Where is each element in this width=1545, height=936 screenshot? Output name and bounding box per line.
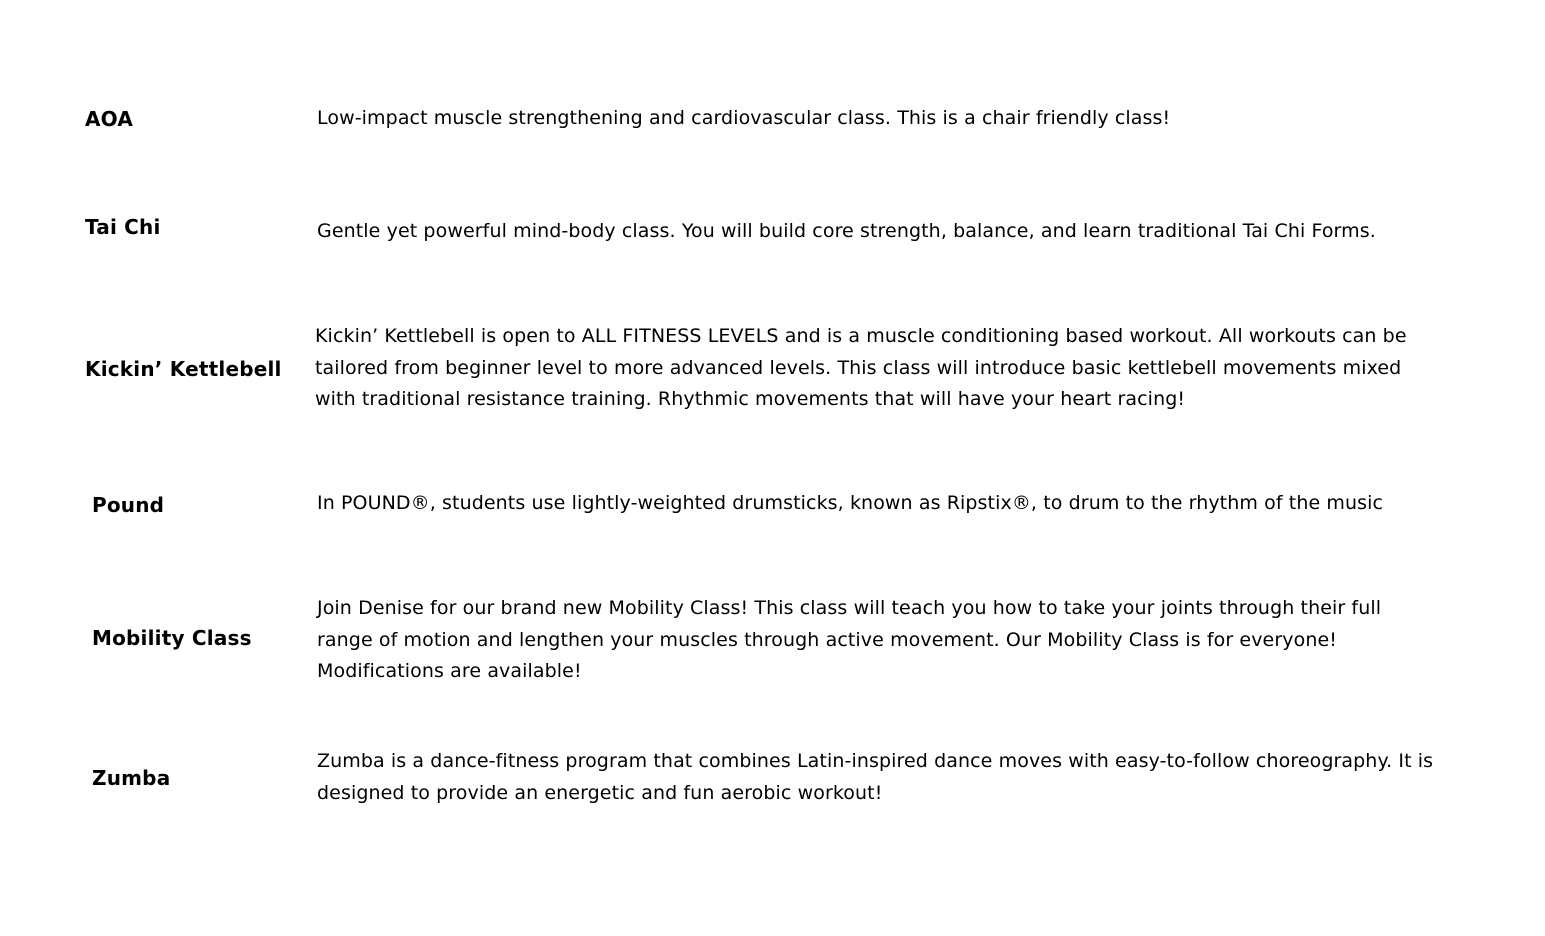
class-name: Kickin’ Kettlebell [85,357,282,381]
class-description: Low-impact muscle strengthening and cardiovascular class. This is a chair friendly class! [317,107,1171,129]
class-description: Zumba is a dance-fitness program that combines Latin-inspired dance moves with easy-to-follow choreography. It is designed to provide an energetic and fun aerobic workout! [317,750,1434,804]
class-description: In POUND®, students use lightly-weighted drumsticks, known as Ripstix®, to drum to the rhythm of the music [317,492,1384,514]
class-description: Kickin’ Kettlebell is open to ALL FITNESS LEVELS and is a muscle conditioning based workout. All workouts can be tailored from beginner level to more advanced levels. This class will introduce basic kettlebell movements mixed with traditional resistance training. Rhythmic movements that will have your heart racing! [315,325,1407,410]
class-name: Mobility Class [92,626,252,650]
class-description: Gentle yet powerful mind-body class. You will build core strength, balance, and learn traditional Tai Chi Forms. [317,220,1376,242]
class-name: AOA [85,107,134,131]
class-description: Join Denise for our brand new Mobility Class! This class will teach you how to take your joints through their full range of motion and lengthen your muscles through active movement. Our Mobility Class is for everyone! Modifications are available! [317,597,1382,682]
class-name: Zumba [92,766,171,790]
class-name: Tai Chi [85,215,161,239]
class-name: Pound [92,493,165,517]
